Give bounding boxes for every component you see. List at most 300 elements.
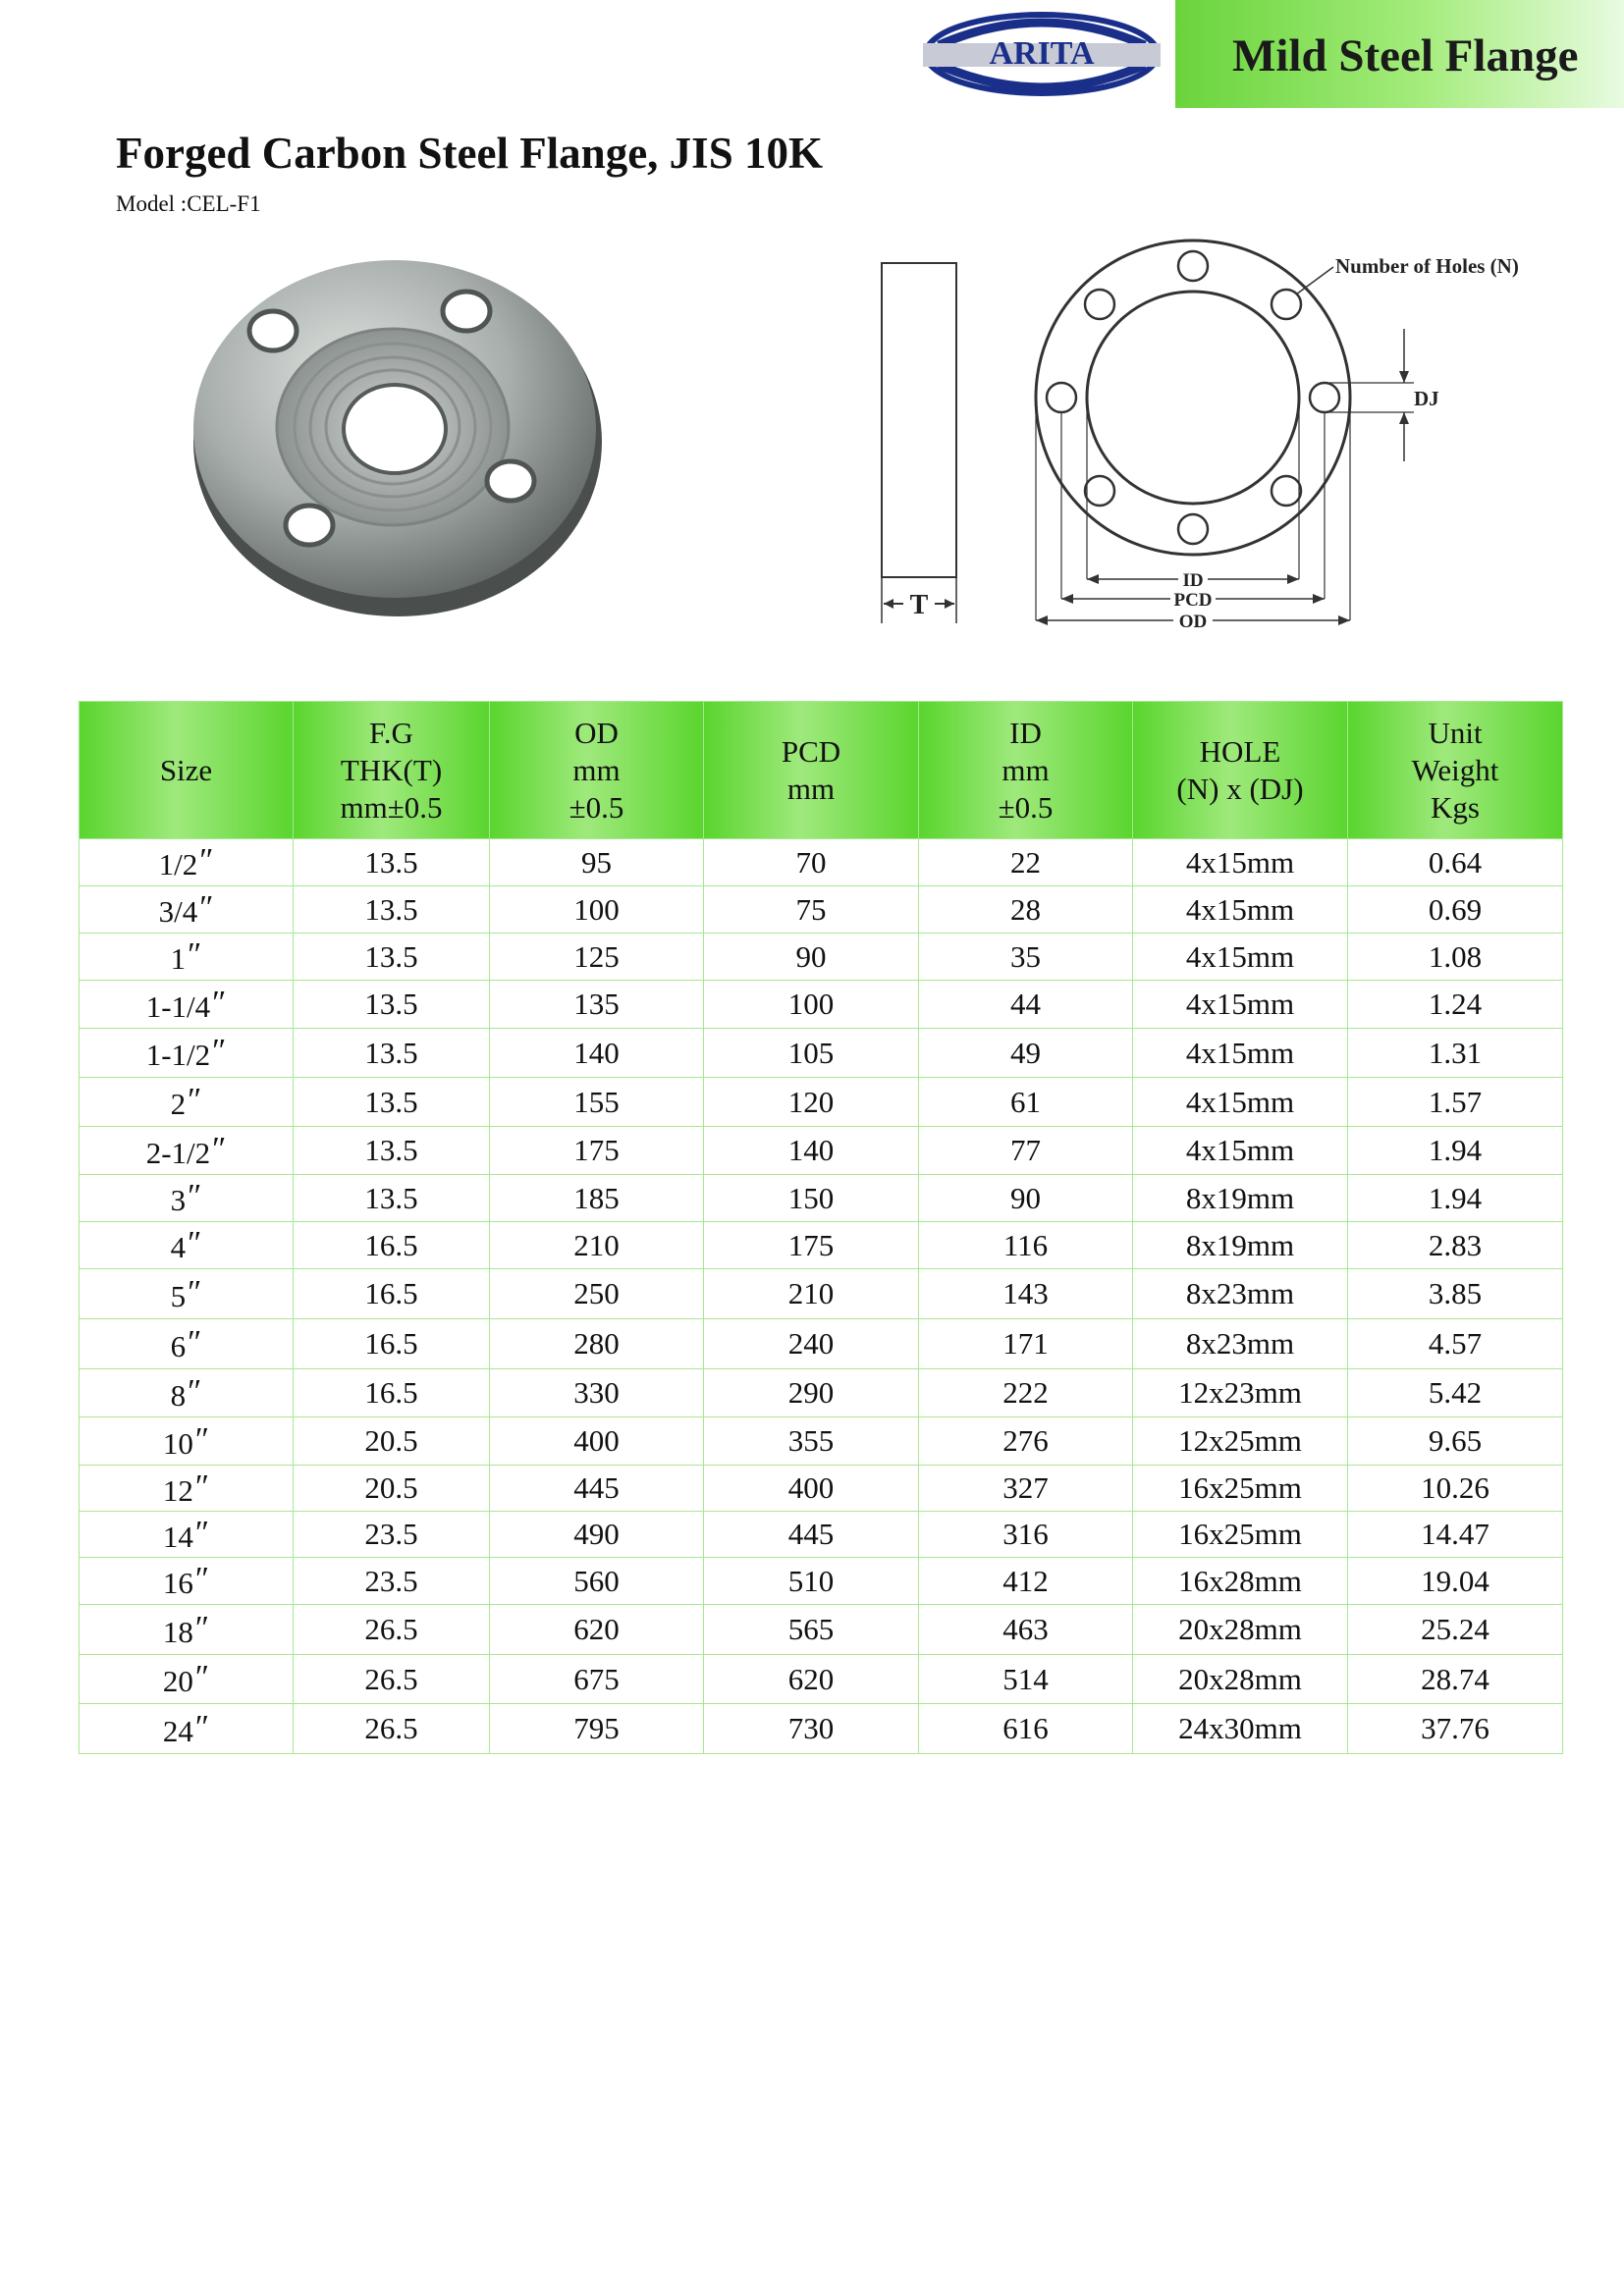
logo-text: ARITA	[989, 35, 1095, 72]
inch-mark: ″	[194, 1561, 210, 1597]
cell-od	[490, 839, 704, 886]
header-hole-line: HOLE	[1199, 733, 1281, 769]
cell-od	[490, 1127, 704, 1175]
cell-hole	[1133, 1222, 1348, 1269]
cell-value: 28	[1010, 891, 1041, 927]
cell-value: 445	[787, 1517, 835, 1551]
header-od-line: ±0.5	[568, 789, 624, 825]
cell-thickness	[294, 1704, 490, 1754]
table-row	[80, 839, 1563, 886]
product-line-title: Mild Steel Flange	[1232, 30, 1579, 81]
cell-value: 1.31	[1428, 1035, 1483, 1070]
cell-pcd	[704, 1127, 919, 1175]
cell-unit-weight	[1348, 1269, 1563, 1319]
cell-value: 70	[795, 844, 827, 880]
header-pcd-line: mm	[786, 771, 836, 806]
cell-size	[80, 934, 294, 981]
cell-value: 1.24	[1428, 987, 1483, 1021]
cell-pcd	[704, 1175, 919, 1222]
cell-value: 16	[162, 1566, 193, 1600]
table-row	[80, 981, 1563, 1029]
cell-unit-weight	[1348, 934, 1563, 981]
cell-unit-weight	[1348, 886, 1563, 934]
cell-value: 61	[1010, 1084, 1041, 1119]
inch-mark: ″	[194, 1609, 210, 1646]
cell-pcd	[704, 1655, 919, 1704]
cell-od	[490, 1269, 704, 1319]
cell-value: 16x28mm	[1178, 1563, 1302, 1598]
cell-value: 4.57	[1428, 1326, 1483, 1361]
id-label: ID	[1182, 570, 1204, 591]
cell-value: 37.76	[1421, 1711, 1489, 1745]
cell-od	[490, 1175, 704, 1222]
cell-value: 16.5	[364, 1227, 418, 1262]
cell-pcd	[704, 1319, 919, 1369]
cell-id	[919, 1078, 1133, 1127]
cell-value: 510	[787, 1563, 835, 1598]
cell-od	[490, 981, 704, 1029]
inch-mark: ″	[188, 1225, 202, 1261]
cell-pcd	[704, 1558, 919, 1605]
cell-id	[919, 1369, 1133, 1417]
cell-value: 240	[787, 1326, 835, 1361]
cell-thickness	[294, 1655, 490, 1704]
cell-pcd	[704, 1466, 919, 1512]
cell-thickness	[294, 1319, 490, 1369]
cell-thickness	[294, 1078, 490, 1127]
cell-value: 26.5	[364, 1711, 418, 1745]
cell-id	[919, 1512, 1133, 1558]
cell-thickness	[294, 1029, 490, 1078]
cell-value: 155	[573, 1084, 620, 1119]
cell-value: 26.5	[364, 1661, 418, 1696]
cell-unit-weight	[1348, 1417, 1563, 1466]
flange-front-view	[1021, 236, 1610, 638]
cell-value: 14.47	[1421, 1517, 1489, 1551]
cell-value: 16.5	[364, 1276, 418, 1310]
cell-value: 25.24	[1421, 1612, 1489, 1646]
cell-value: 4x15mm	[1185, 844, 1295, 880]
header-unit-weight-line: Weight	[1411, 752, 1499, 787]
cell-hole	[1133, 1029, 1348, 1078]
table-row	[80, 1127, 1563, 1175]
cell-size	[80, 1605, 294, 1655]
cell-thickness	[294, 1605, 490, 1655]
cell-unit-weight	[1348, 1127, 1563, 1175]
cell-od	[490, 1512, 704, 1558]
cell-size	[80, 1655, 294, 1704]
cell-thickness	[294, 1127, 490, 1175]
cell-size	[80, 1369, 294, 1417]
cell-hole	[1133, 839, 1348, 886]
cell-value: 2-1/2	[145, 1135, 211, 1170]
cell-value: 2.83	[1428, 1227, 1483, 1262]
cell-value: 13.5	[364, 891, 418, 927]
cell-id	[919, 886, 1133, 934]
table-row	[80, 1029, 1563, 1078]
cell-od	[490, 1369, 704, 1417]
cell-value: 675	[573, 1661, 620, 1696]
cell-pcd	[704, 1029, 919, 1078]
cell-value: 4x15mm	[1185, 1084, 1295, 1119]
cell-value: 1	[170, 941, 187, 976]
table-row	[80, 1605, 1563, 1655]
cell-pcd	[704, 886, 919, 934]
cell-pcd	[704, 1605, 919, 1655]
cell-value: 620	[573, 1612, 620, 1646]
cell-pcd	[704, 934, 919, 981]
cell-unit-weight	[1348, 1704, 1563, 1754]
cell-pcd	[704, 1269, 919, 1319]
cell-thickness	[294, 1175, 490, 1222]
cell-thickness	[294, 981, 490, 1029]
cell-value: 8x23mm	[1185, 1276, 1295, 1310]
cell-size	[80, 839, 294, 886]
table-row	[80, 934, 1563, 981]
cell-value: 8	[170, 1377, 187, 1413]
cell-hole	[1133, 1466, 1348, 1512]
table-row	[80, 1175, 1563, 1222]
cell-value: 1.08	[1428, 938, 1483, 974]
cell-od	[490, 934, 704, 981]
cell-hole	[1133, 1127, 1348, 1175]
cell-size	[80, 1512, 294, 1558]
cell-value: 135	[573, 987, 620, 1021]
cell-value: 19.04	[1421, 1563, 1489, 1598]
cell-unit-weight	[1348, 839, 1563, 886]
cell-value: 150	[787, 1180, 835, 1215]
cell-unit-weight	[1348, 1175, 1563, 1222]
cell-pcd	[704, 1704, 919, 1754]
thickness-label: T	[909, 590, 929, 620]
cell-value: 175	[573, 1133, 620, 1167]
cell-unit-weight	[1348, 1655, 1563, 1704]
cell-value: 1/2	[158, 847, 198, 881]
cell-value: 100	[787, 987, 835, 1021]
cell-id	[919, 1269, 1133, 1319]
cell-value: 4x15mm	[1185, 987, 1295, 1021]
header-size	[80, 702, 294, 839]
header-unit-weight	[1348, 702, 1563, 839]
cell-hole	[1133, 1558, 1348, 1605]
cell-value: 222	[1002, 1375, 1049, 1410]
cell-value: 16x25mm	[1178, 1470, 1302, 1505]
inch-mark: ″	[212, 984, 227, 1021]
cell-value: 13.5	[364, 987, 418, 1021]
cell-unit-weight	[1348, 981, 1563, 1029]
cell-value: 20.5	[364, 1423, 418, 1458]
cell-hole	[1133, 1704, 1348, 1754]
inch-mark: ″	[188, 1178, 202, 1214]
cell-thickness	[294, 839, 490, 886]
cell-pcd	[704, 1512, 919, 1558]
cell-value: 210	[787, 1276, 835, 1310]
header-id-line: mm	[1001, 752, 1050, 787]
cell-value: 1-1/2	[145, 1038, 211, 1072]
cell-hole	[1133, 1269, 1348, 1319]
cell-value: 13.5	[364, 1035, 418, 1070]
cell-id	[919, 981, 1133, 1029]
header-thickness-line: THK(T)	[340, 752, 443, 787]
cell-unit-weight	[1348, 1029, 1563, 1078]
cell-unit-weight	[1348, 1558, 1563, 1605]
cell-value: 290	[787, 1375, 835, 1410]
header-hole	[1133, 702, 1348, 839]
cell-od	[490, 1319, 704, 1369]
cell-size	[80, 1466, 294, 1512]
cell-value: 95	[581, 844, 612, 880]
cell-value: 12x23mm	[1178, 1375, 1302, 1410]
cell-thickness	[294, 886, 490, 934]
cell-value: 49	[1010, 1035, 1041, 1070]
table-row	[80, 1655, 1563, 1704]
cell-hole	[1133, 886, 1348, 934]
cell-value: 445	[573, 1470, 620, 1505]
inch-mark: ″	[199, 889, 214, 926]
cell-value: 400	[573, 1423, 620, 1458]
cell-od	[490, 886, 704, 934]
cell-id	[919, 934, 1133, 981]
cell-value: 10.26	[1421, 1470, 1489, 1505]
cell-od	[490, 1222, 704, 1269]
cell-id	[919, 839, 1133, 886]
cell-id	[919, 1558, 1133, 1605]
header-od-line: mm	[572, 752, 621, 787]
cell-size	[80, 1704, 294, 1754]
table-header-row	[80, 702, 1563, 839]
cell-value: 26.5	[364, 1612, 418, 1646]
cell-value: 44	[1010, 987, 1041, 1021]
header-pcd-line: PCD	[781, 733, 841, 769]
cell-value: 35	[1010, 938, 1041, 974]
header-unit-weight-line: Kgs	[1431, 789, 1480, 825]
cell-value: 28.74	[1421, 1661, 1489, 1696]
cell-value: 210	[573, 1227, 620, 1262]
cell-value: 13.5	[364, 1133, 418, 1167]
cell-value: 330	[573, 1375, 620, 1410]
header-id-line: ±0.5	[998, 789, 1054, 825]
table-row	[80, 1558, 1563, 1605]
cell-size	[80, 1078, 294, 1127]
cell-value: 1-1/4	[145, 988, 211, 1024]
cell-value: 24	[162, 1713, 193, 1748]
table-row	[80, 1319, 1563, 1369]
cell-id	[919, 1417, 1133, 1466]
cell-unit-weight	[1348, 1466, 1563, 1512]
cell-value: 8x19mm	[1185, 1180, 1295, 1215]
cell-id	[919, 1704, 1133, 1754]
cell-thickness	[294, 1369, 490, 1417]
inch-mark: ″	[188, 1323, 202, 1361]
table-row	[80, 886, 1563, 934]
cell-value: 327	[1002, 1470, 1049, 1505]
cell-size	[80, 1029, 294, 1078]
table-row	[80, 1078, 1563, 1127]
cell-hole	[1133, 1417, 1348, 1466]
cell-id	[919, 1127, 1133, 1175]
cell-value: 3/4	[158, 894, 198, 929]
inch-mark: ″	[194, 1468, 210, 1505]
cell-value: 3.85	[1428, 1276, 1483, 1310]
cell-size	[80, 1417, 294, 1466]
cell-unit-weight	[1348, 1512, 1563, 1558]
cell-id	[919, 1029, 1133, 1078]
cell-value: 1.94	[1428, 1133, 1483, 1167]
cell-value: 620	[787, 1661, 835, 1696]
cell-value: 175	[787, 1227, 835, 1262]
cell-value: 116	[1002, 1227, 1049, 1262]
dj-label: DJ	[1414, 387, 1439, 410]
cell-value: 90	[1010, 1180, 1041, 1215]
cell-hole	[1133, 1655, 1348, 1704]
cell-value: 0.64	[1428, 844, 1483, 880]
cell-value: 490	[573, 1517, 620, 1551]
cell-size	[80, 886, 294, 934]
cell-pcd	[704, 1078, 919, 1127]
cell-value: 16.5	[364, 1326, 418, 1361]
inch-mark: ″	[199, 842, 214, 879]
cell-od	[490, 1605, 704, 1655]
cell-thickness	[294, 1417, 490, 1466]
cell-value: 4x15mm	[1185, 1133, 1295, 1167]
cell-value: 400	[787, 1470, 835, 1505]
cell-hole	[1133, 1319, 1348, 1369]
cell-value: 280	[573, 1326, 620, 1361]
table-row	[80, 1269, 1563, 1319]
cell-value: 3	[170, 1183, 187, 1217]
cell-od	[490, 1655, 704, 1704]
flange-photo	[187, 240, 619, 633]
cell-hole	[1133, 1078, 1348, 1127]
cell-value: 6	[170, 1328, 187, 1363]
cell-id	[919, 1175, 1133, 1222]
header-unit-weight-line: Unit	[1428, 715, 1483, 750]
inch-mark: ″	[194, 1514, 210, 1551]
cell-thickness	[294, 1558, 490, 1605]
cell-value: 12	[162, 1472, 193, 1508]
cell-id	[919, 1222, 1133, 1269]
cell-value: 20	[162, 1664, 193, 1698]
header-thickness-line: F.G	[369, 715, 413, 750]
cell-value: 143	[1002, 1276, 1049, 1310]
cell-value: 23.5	[364, 1563, 418, 1598]
cell-value: 560	[573, 1563, 620, 1598]
cell-pcd	[704, 1222, 919, 1269]
cell-value: 12x25mm	[1178, 1423, 1302, 1458]
cell-size	[80, 1175, 294, 1222]
inch-mark: ″	[212, 1130, 227, 1167]
inch-mark: ″	[194, 1659, 210, 1695]
cell-value: 250	[573, 1276, 620, 1310]
cell-value: 90	[795, 938, 827, 974]
cell-thickness	[294, 1269, 490, 1319]
cell-value: 16x25mm	[1178, 1517, 1302, 1551]
cell-value: 13.5	[364, 938, 418, 974]
cell-value: 171	[1002, 1326, 1049, 1361]
header-size-line: Size	[159, 752, 213, 787]
cell-value: 105	[787, 1035, 835, 1070]
cell-hole	[1133, 1512, 1348, 1558]
inch-mark: ″	[188, 936, 202, 973]
cell-value: 1.94	[1428, 1180, 1483, 1215]
cell-value: 5	[170, 1278, 187, 1313]
inch-mark: ″	[188, 1082, 202, 1118]
cell-od	[490, 1029, 704, 1078]
cell-value: 9.65	[1428, 1423, 1483, 1458]
flange-spec-table	[79, 701, 1563, 1754]
model-number: Model :CEL-F1	[116, 191, 261, 216]
cell-value: 22	[1010, 844, 1041, 880]
cell-od	[490, 1466, 704, 1512]
cell-hole	[1133, 1175, 1348, 1222]
cell-value: 514	[1002, 1661, 1049, 1696]
cell-id	[919, 1319, 1133, 1369]
cell-value: 730	[787, 1711, 835, 1745]
cell-value: 140	[787, 1133, 835, 1167]
cell-value: 185	[573, 1180, 620, 1215]
header-id-line: ID	[1009, 715, 1042, 750]
cell-value: 4x15mm	[1185, 938, 1295, 974]
cell-value: 75	[795, 891, 827, 927]
cell-unit-weight	[1348, 1369, 1563, 1417]
cell-value: 8x19mm	[1185, 1227, 1295, 1262]
cell-od	[490, 1417, 704, 1466]
cell-od	[490, 1704, 704, 1754]
cell-value: 4x15mm	[1185, 1035, 1295, 1070]
cell-value: 276	[1002, 1423, 1049, 1458]
cell-value: 13.5	[364, 1180, 418, 1215]
cell-value: 565	[787, 1612, 835, 1646]
header-od-line: OD	[574, 715, 619, 750]
cell-value: 77	[1010, 1133, 1041, 1167]
cell-pcd	[704, 839, 919, 886]
cell-unit-weight	[1348, 1222, 1563, 1269]
cell-value: 23.5	[364, 1517, 418, 1551]
header-thickness	[294, 702, 490, 839]
cell-value: 10	[162, 1425, 193, 1461]
flange-side-view	[864, 255, 972, 638]
cell-value: 0.69	[1428, 891, 1483, 927]
cell-value: 412	[1002, 1563, 1049, 1598]
cell-id	[919, 1466, 1133, 1512]
table-row	[80, 1417, 1563, 1466]
page-title: Forged Carbon Steel Flange, JIS 10K	[116, 129, 823, 178]
cell-id	[919, 1605, 1133, 1655]
cell-value: 4x15mm	[1185, 891, 1295, 927]
cell-value: 8x23mm	[1185, 1326, 1295, 1361]
cell-size	[80, 1319, 294, 1369]
cell-pcd	[704, 981, 919, 1029]
cell-pcd	[704, 1369, 919, 1417]
cell-id	[919, 1655, 1133, 1704]
cell-size	[80, 1558, 294, 1605]
od-label: OD	[1178, 612, 1208, 632]
cell-value: 14	[162, 1519, 193, 1554]
cell-size	[80, 1269, 294, 1319]
cell-value: 616	[1002, 1711, 1049, 1745]
cell-hole	[1133, 981, 1348, 1029]
cell-size	[80, 1127, 294, 1175]
cell-value: 20x28mm	[1178, 1612, 1302, 1646]
cell-value: 140	[573, 1035, 620, 1070]
table-row	[80, 1466, 1563, 1512]
cell-value: 20x28mm	[1178, 1661, 1302, 1696]
cell-value: 120	[787, 1084, 835, 1119]
cell-hole	[1133, 1369, 1348, 1417]
holes-label: Number of Holes (N)	[1335, 254, 1519, 278]
cell-value: 355	[787, 1423, 835, 1458]
inch-mark: ″	[194, 1708, 210, 1745]
